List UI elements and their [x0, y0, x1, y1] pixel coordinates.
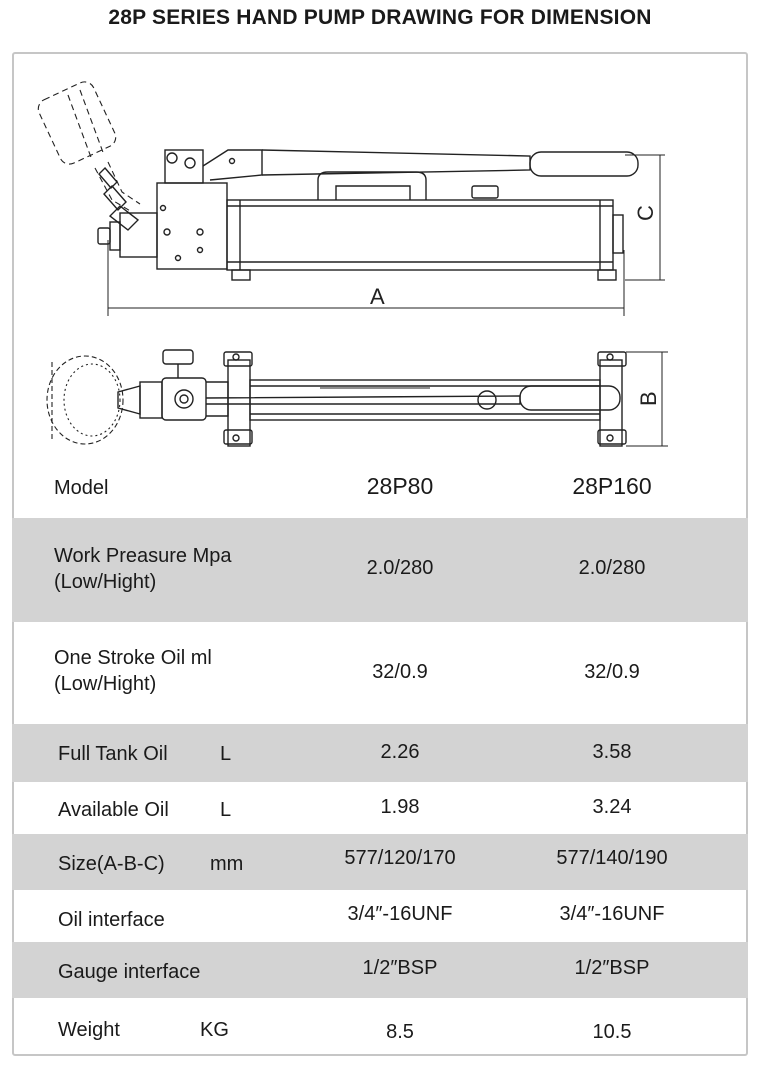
row-value-28p160: 1/2″BSP	[574, 957, 650, 979]
row-label: Full Tank Oil	[58, 743, 168, 765]
row-value-28p160: 32/0.9	[584, 661, 640, 683]
header-model-28p80: 28P80	[366, 473, 434, 499]
row-value-28p80: 32/0.9	[372, 661, 428, 683]
row-value-28p80: 1/2″BSP	[362, 957, 438, 979]
dimension-c-label: C	[633, 205, 658, 221]
header-model-28p160: 28P160	[572, 473, 652, 499]
gauge-side-view	[35, 79, 140, 212]
table-row-size	[12, 834, 748, 890]
row-label: Size(A-B-C)	[58, 853, 165, 875]
row-label-line2: (Low/Hight)	[54, 673, 157, 695]
table-row-work-pressure	[12, 518, 748, 622]
row-value-28p160: 3/4″-16UNF	[559, 903, 665, 925]
table-row-one-stroke-oil	[12, 622, 748, 724]
row-label-line2: (Low/Hight)	[54, 571, 157, 593]
row-label-line1: One Stroke Oil ml	[54, 647, 212, 669]
row-value-28p160: 3.24	[592, 796, 632, 818]
pump-drawing	[0, 0, 760, 470]
dimension-a-label: A	[370, 284, 385, 309]
row-value-28p160: 2.0/280	[578, 557, 646, 579]
table-row-gauge-interface	[12, 942, 748, 998]
row-unit: KG	[200, 1019, 229, 1041]
row-value-28p160: 577/140/190	[556, 847, 668, 869]
row-unit: L	[220, 799, 232, 821]
row-label: Weight	[58, 1019, 120, 1041]
row-label-line1: Work Preasure Mpa	[54, 545, 232, 567]
table-row-full-tank-oil	[12, 724, 748, 782]
row-unit: L	[220, 743, 232, 765]
row-value-28p80: 577/120/170	[344, 847, 456, 869]
row-label: Gauge interface	[58, 961, 201, 983]
header-label-model: Model	[54, 477, 109, 499]
table-row-oil-interface	[12, 890, 748, 942]
row-value-28p160: 3.58	[592, 741, 632, 763]
row-label: Oil interface	[58, 909, 165, 931]
row-value-28p160: 10.5	[592, 1021, 632, 1043]
page-title: 28P SERIES HAND PUMP DRAWING FOR DIMENSION	[108, 6, 652, 29]
row-value-28p80: 1.98	[380, 796, 420, 818]
table-row-available-oil	[12, 782, 748, 834]
row-label: Available Oil	[58, 799, 169, 821]
gauge-top-view	[47, 356, 123, 444]
row-value-28p80: 8.5	[386, 1021, 414, 1043]
row-value-28p80: 2.0/280	[366, 557, 434, 579]
row-unit: mm	[210, 853, 244, 875]
table-row-weight	[12, 998, 748, 1054]
table-header-row	[12, 462, 748, 518]
dimension-b-label: B	[636, 391, 661, 406]
row-value-28p80: 2.26	[380, 741, 420, 763]
row-value-28p80: 3/4″-16UNF	[347, 903, 453, 925]
